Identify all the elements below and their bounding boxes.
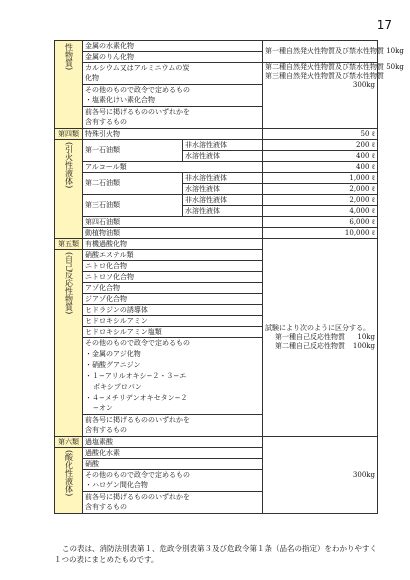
item-name: 硝酸 bbox=[83, 459, 263, 470]
item-name: −オン bbox=[83, 404, 263, 415]
item-name: ・塩素化けい素化合物 bbox=[83, 96, 263, 107]
item-subtype: 水溶性液体 bbox=[183, 206, 263, 217]
item-subtype: 水溶性液体 bbox=[183, 151, 263, 162]
category-6-cell bbox=[55, 437, 83, 514]
quantity-cell bbox=[263, 63, 404, 129]
qty-text: 第一種自然発火性物質及び禁水性物質 10kg bbox=[265, 47, 404, 55]
item-name: その他のもので政令で定めるもの bbox=[83, 470, 263, 481]
item-name: ・ハロゲン間化合物 bbox=[83, 481, 263, 492]
item-name: 含有するもの bbox=[83, 118, 263, 129]
class-name: 第二種自己反応性物質 bbox=[275, 342, 345, 350]
item-name: 化物 bbox=[83, 74, 263, 85]
quantity-value: 400 ℓ bbox=[263, 162, 378, 173]
page-number: 17 bbox=[376, 18, 392, 32]
hazardous-materials-table bbox=[54, 40, 404, 514]
item-name: カルシウム又はアルミニウムの炭 bbox=[83, 63, 263, 74]
category-5-label: (自己反応性物質) bbox=[64, 252, 74, 315]
category-6-label: (酸化性液体) bbox=[64, 450, 74, 497]
item-name: ・金属のアジ化物 bbox=[83, 349, 263, 360]
item-name: 第二石油類 bbox=[83, 173, 183, 195]
item-subtype: 非水溶性液体 bbox=[183, 195, 263, 206]
item-name: 第一石油類 bbox=[83, 140, 183, 162]
category-3-cell bbox=[55, 41, 83, 129]
category-4-title: 第四類 bbox=[55, 129, 82, 140]
quantity-value: 200 ℓ bbox=[263, 140, 378, 151]
class-qty: 100kg bbox=[352, 342, 375, 350]
item-name: 過酸化水素 bbox=[83, 448, 263, 459]
item-name: 金属の水素化物 bbox=[83, 41, 263, 52]
category-3-label: 性物質) bbox=[64, 43, 74, 71]
category-5-title: 第五類 bbox=[55, 239, 82, 250]
footnote: この表は、消防法別表第１、危政令別表第３及び危政令第１条（品名の指定）をわかりやすく１つの表にまとめたものです。 bbox=[54, 544, 377, 564]
item-name: ヒドロキシルアミン塩類 bbox=[83, 327, 263, 338]
item-name: ・硝酸グアニジン bbox=[83, 360, 263, 371]
quantity-value: 50 ℓ bbox=[263, 129, 378, 140]
item-name: 第四石油類 bbox=[83, 217, 263, 228]
classification-note: 試験により次のように区分する。 bbox=[265, 324, 370, 332]
quantity-value: 6,000 ℓ bbox=[263, 217, 378, 228]
item-name: ポキシプロパン bbox=[83, 382, 263, 393]
item-name: ニトロ化合物 bbox=[83, 261, 263, 272]
category-4-label: (引火性液体) bbox=[64, 142, 74, 189]
item-name: ジアゾ化合物 bbox=[83, 294, 263, 305]
quantity-value: 2,000 ℓ bbox=[263, 195, 378, 206]
quantity-value: 10,000 ℓ bbox=[263, 228, 378, 239]
item-name: その他のもので政令で定めるもの bbox=[83, 85, 263, 96]
item-name: 前各号に掲げるもののいずれかを bbox=[83, 492, 263, 503]
item-name: 過塩素酸 bbox=[83, 437, 263, 448]
category-5-cell bbox=[55, 239, 83, 437]
item-name: アルコール類 bbox=[83, 162, 263, 173]
class-qty: 10kg bbox=[357, 333, 375, 341]
qty-text: 300kg bbox=[352, 81, 375, 89]
category-6-title: 第六類 bbox=[55, 437, 82, 448]
item-subtype: 水溶性液体 bbox=[183, 184, 263, 195]
item-name: 有機過酸化物 bbox=[83, 239, 263, 250]
item-name: ニトロソ化合物 bbox=[83, 272, 263, 283]
item-name: ヒドロキシルアミン bbox=[83, 316, 263, 327]
item-name: その他のもので政令で定めるもの bbox=[83, 338, 263, 349]
item-name: アゾ化合物 bbox=[83, 283, 263, 294]
item-name: 第三石油類 bbox=[83, 195, 183, 217]
quantity-value: 4,000 ℓ bbox=[263, 206, 378, 217]
item-name: ・１−アリルオキシ−２・３−エ bbox=[83, 371, 263, 382]
quantity-value: 400 ℓ bbox=[263, 151, 378, 162]
quantity-value: 2,000 ℓ bbox=[263, 184, 378, 195]
item-name: 金属のりん化物 bbox=[83, 52, 263, 63]
item-name: 含有するもの bbox=[83, 503, 263, 514]
item-name: 前各号に掲げるもののいずれかを bbox=[83, 107, 263, 118]
item-name: ・４−メチリデンオキセタン−２ bbox=[83, 393, 263, 404]
quantity-cell bbox=[263, 41, 404, 63]
item-name: 動植物油類 bbox=[83, 228, 263, 239]
class-name: 第一種自己反応性物質 bbox=[275, 333, 345, 341]
qty-text: 第二種自然発火性物質及び禁水性物質 50kg bbox=[265, 63, 404, 71]
item-name: 前各号に掲げるもののいずれかを bbox=[83, 415, 263, 426]
item-name: ヒドラジンの誘導体 bbox=[83, 305, 263, 316]
item-name: 特殊引火物 bbox=[83, 129, 263, 140]
item-name: 硝酸エステル類 bbox=[83, 250, 263, 261]
item-subtype: 非水溶性液体 bbox=[183, 173, 263, 184]
category-4-cell bbox=[55, 129, 83, 239]
qty-text: 第三種自然発火性物質及び禁水性物質 bbox=[265, 72, 384, 80]
item-subtype: 非水溶性液体 bbox=[183, 140, 263, 151]
item-name: 含有するもの bbox=[83, 426, 263, 437]
quantity-value: 1,000 ℓ bbox=[263, 173, 378, 184]
quantity-value: 300kg bbox=[263, 437, 378, 514]
classification-note-cell bbox=[263, 239, 378, 437]
